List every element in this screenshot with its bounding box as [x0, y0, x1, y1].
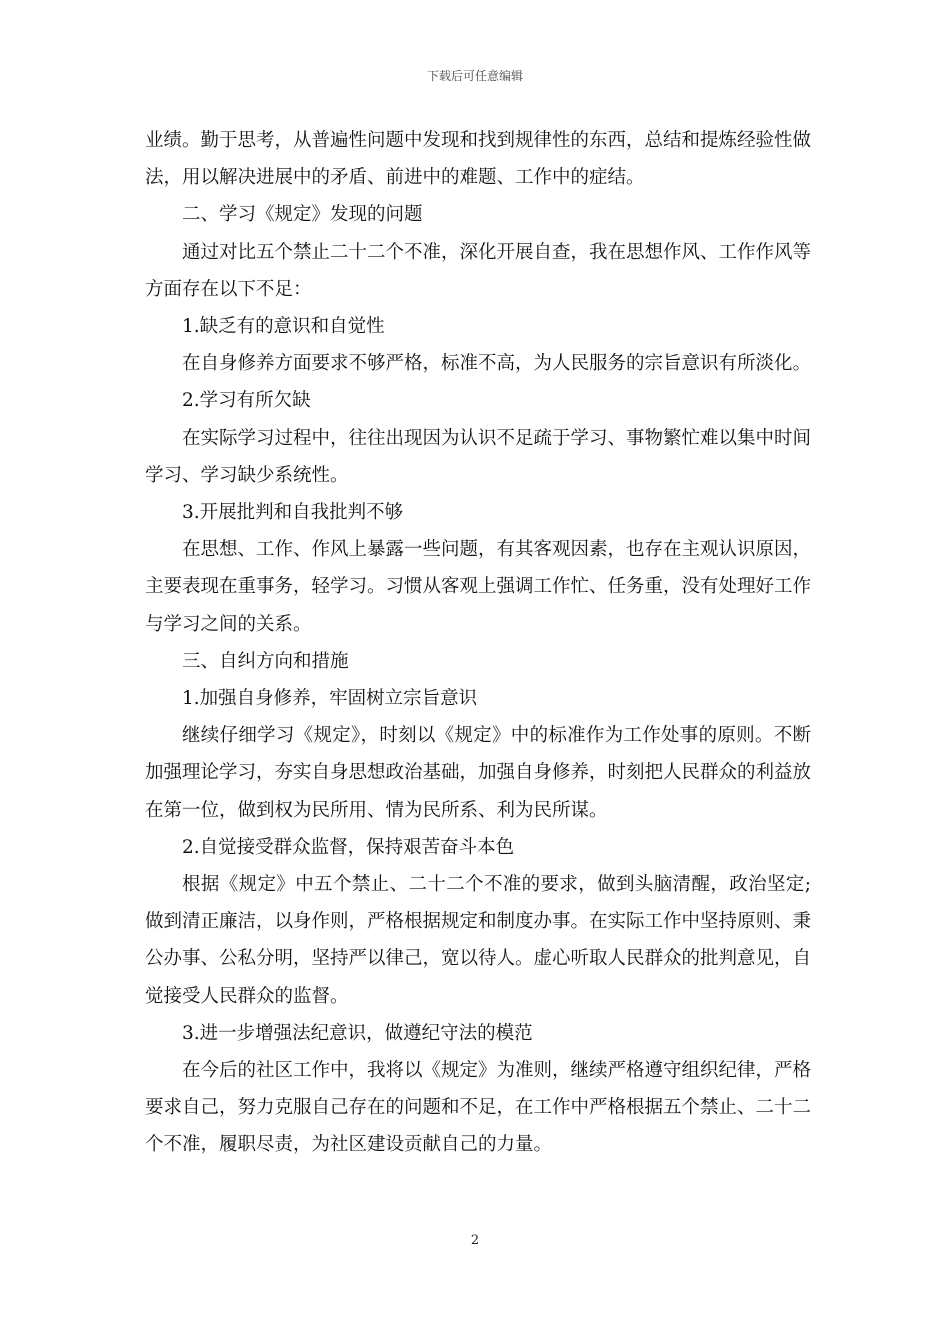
- section-heading: 三、自纠方向和措施: [182, 650, 349, 672]
- paragraph: 继续仔细学习《规定》，时刻以《规定》中的标准作为工作处事的原则。不断加强理论学习，夯实自身思想政治基础，加强自身修养，时刻把人民群众的利益放在第一位，做到权为民所用、情为民所系、利为民所谋。: [145, 725, 812, 821]
- subsection-heading: 3.进一步增强法纪意识，做遵纪守法的模范: [182, 1022, 533, 1044]
- subsection-heading: 2.学习有所欠缺: [182, 390, 311, 412]
- paragraph: 业绩。勤于思考，从普遍性问题中发现和找到规律性的东西，总结和提炼经验性做法，用以解决进展中的矛盾、前进中的难题、工作中的症结。: [145, 130, 812, 189]
- subsection-heading: 3.开展批判和自我批判不够: [182, 502, 404, 524]
- subsection-heading: 1.缺乏有的意识和自觉性: [182, 316, 385, 338]
- paragraph: 在今后的社区工作中，我将以《规定》为准则，继续严格遵守组织纪律，严格要求自己，努力克服自己存在的问题和不足，在工作中严格根据五个禁止、二十二个不准，履职尽责，为社区建设贡献自己的力量。: [145, 1060, 812, 1156]
- paragraph: 根据《规定》中五个禁止、二十二个不准的要求，做到头脑清醒，政治坚定;做到清正廉洁，以身作则，严格根据规定和制度办事。在实际工作中坚持原则、秉公办事、公私分明，坚持严以律己，宽以待人。虚心听取人民群众的批判意见，自觉接受人民群众的监督。: [145, 874, 812, 1007]
- document-body: [145, 122, 811, 1164]
- paragraph: 在实际学习过程中，往往出现因为认识不足疏于学习、事物繁忙难以集中时间学习、学习缺少系统性。: [145, 427, 812, 486]
- page-number: 2: [470, 1233, 480, 1248]
- paragraph: 在自身修养方面要求不够严格，标准不高，为人民服务的宗旨意识有所淡化。: [182, 353, 812, 375]
- paragraph: 通过对比五个禁止二十二个不准，深化开展自查，我在思想作风、工作作风等方面存在以下不足：: [145, 241, 812, 300]
- subsection-heading: 2.自觉接受群众监督，保持艰苦奋斗本色: [182, 836, 515, 858]
- subsection-heading: 1.加强自身修养，牢固树立宗旨意识: [182, 688, 478, 710]
- page-header: 下载后可任意编辑: [426, 69, 523, 83]
- paragraph: 在思想、工作、作风上暴露一些问题，有其客观因素，也存在主观认识原因，主要表现在重事务，轻学习。习惯从客观上强调工作忙、任务重，没有处理好工作与学习之间的关系。: [145, 539, 812, 635]
- section-heading: 二、学习《规定》发现的问题: [182, 204, 423, 226]
